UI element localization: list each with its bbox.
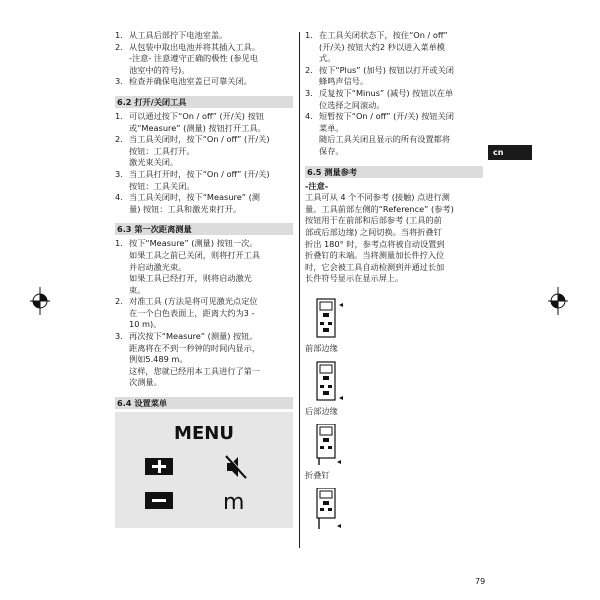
registration-mark-icon [548,287,568,315]
list-item: 2. 对准工具 (方法是将可见激光点定位 在一个白色表面上，距离大约为3 - 10 m)。 [115,296,258,330]
device-rear-pin-icon [311,424,351,466]
reference-paragraph: 工具可从 4 个不同参考 (接触) 点进行测 量。工具前部左侧的“Reference” (参考) 按钮用于在前部和后部参考 (工具的前 部或后部边缘) 之间切换。当将折叠钉 折出 180° 时，参考点将被自动设置到 折叠钉的末端。当将测量加长件拧入位 时，它会被工具自动检测到并通过长加 长件符号显示在显示屏上。 [305,192,454,284]
menu-illustration [115,412,293,528]
list-item: 4. 当工具关闭时，按下“Measure” (测 量) 按钮：工具和激光束打开。 [115,192,260,214]
on-off-list [115,111,293,215]
registration-mark-icon [30,287,50,315]
device-figure-front [305,297,483,339]
device-figure-pin-extended [305,488,483,530]
list-item: 2. 按下“Plus” (加号) 按钮以打开或关闭 蜂鸣声信号。 [305,64,454,87]
section-heading-6-3: 6.3 第一次距离测量 [115,223,293,235]
list-item: 1. 在工具关闭状态下，按住“On / off” (开/关) 按钮大约2 秒以进入菜单模 式。 [305,30,448,64]
page-number: 79 [475,577,486,586]
section-heading-6-4: 6.4 设置菜单 [115,397,293,409]
menu-title: MENU [174,423,234,445]
figure-label-rear: 后部边缘 [305,406,338,417]
plus-icon [145,458,173,475]
section-heading-6-2: 6.2 打开/关闭工具 [115,96,293,108]
language-tab: cn [488,145,532,160]
unit-m-icon: m [223,490,245,516]
menu-steps-list [305,30,483,158]
left-column [115,30,293,528]
intro-list [115,30,293,88]
section-heading-6-5: 6.5 测量参考 [305,166,483,178]
first-measure-list [115,238,293,389]
list-item: 2. 当工具关闭时，按下“On / off” (开/关) 按钮：工具打开。 激光束关闭。 [115,134,270,168]
device-figure-rear-pin [305,424,483,466]
list-item: 4. 短暂按下“On / off” (开/关) 按钮关闭 菜单。 随后工具关闭且显示的所有设置都将 保存。 [305,111,454,156]
list-item: 3. 检查并确保电池室盖已可靠关闭。 [115,76,252,87]
column-divider [299,32,300,548]
right-column [305,30,483,530]
list-item: 2. 从包装中取出电池并将其插入工具。 -注意- 注意遵守正确的极性 (参见电 池室中的符号)。 [115,41,261,75]
figure-label-pin: 折叠钉 [305,470,330,481]
list-item: 3. 反复按下“Minus” (减号) 按钮以在单 位选择之间滚动。 [305,87,454,110]
list-item: 3. 当工具打开时，按下“On / off” (开/关) 按钮：工具关闭。 [115,168,270,191]
device-front-icon [311,297,351,339]
device-figure-rear [305,360,483,402]
list-item: 1. 按下“Measure” (测量) 按钮一次。 如果工具之前已关闭，则将打开工具 并启动激光束。 如果工具已经打开，则将启动激光 束。 [115,238,261,295]
list-item: 3. 再次按下“Measure” (测量) 按钮。 距离将在不到一秒钟的时间内显示， 例如5.489 m。 这样，您就已经用本工具进行了第一 次测量。 [115,331,261,388]
device-rear-icon [311,360,351,402]
list-item: 1. 从工具后部拧下电池室盖。 [115,30,228,40]
speaker-mute-icon [225,455,247,479]
figure-label-front: 前部边缘 [305,342,338,353]
list-item: 1. 可以通过按下“On / off” (开/关) 按钮 或“Measure” (测量) 按钮打开工具。 [115,110,266,133]
note-label: -注意- [305,180,329,191]
device-pin-extended-icon [311,488,351,530]
minus-icon [145,492,173,509]
